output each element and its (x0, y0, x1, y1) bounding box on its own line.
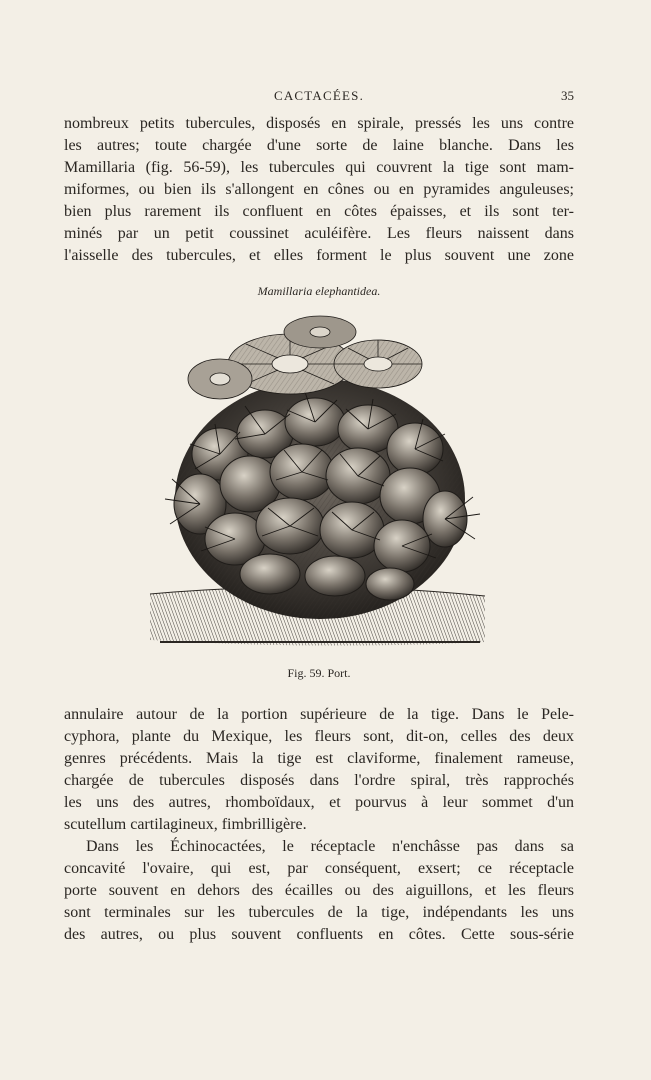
text-line: des autres, ou plus souvent confluents en côtes. Cette sous-série (64, 926, 574, 943)
cactus-illustration (140, 304, 500, 654)
text-line: annulaire autour de la portion supérieure de la tige. Dans le Pele- (64, 706, 574, 723)
text-line: cyphora, plante du Mexique, les fleurs sont, dit-on, celles des deux (64, 728, 574, 745)
running-head (64, 88, 574, 108)
flowers (188, 316, 422, 399)
text-line: chargée de tubercules disposés dans l'ordre spiral, très rapprochés (64, 772, 574, 789)
text-line: scutellum cartilagineux, fimbrilligère. (64, 816, 307, 833)
text-line: bien plus rarement ils confluent en côtes épaisses, et ils sont ter- (64, 203, 574, 220)
running-title: CACTACÉES. (273, 88, 365, 103)
text-line: miformes, ou bien ils s'allongent en cônes ou en pyramides anguleuses; (64, 181, 574, 198)
text-line: sont terminales sur les tubercules de la tige, indépendants les uns (64, 904, 574, 921)
text-line: Dans les Échinocactées, le réceptacle n'enchâsse pas dans sa (86, 838, 574, 855)
text-line: minés par un petit coussinet aculéifère. Les fleurs naissent dans (64, 225, 574, 242)
text-line: porte souvent en dehors des écailles ou des aiguillons, et les fleurs (64, 882, 574, 899)
paragraph-2 (64, 704, 574, 836)
figure-title: Mamillaria elephantidea. (257, 284, 381, 298)
text-line: Mamillaria (fig. 56-59), les tubercules qui couvrent la tige sont mam- (64, 159, 574, 176)
text-line: l'aisselle des tubercules, et elles forment le plus souvent une zone (64, 247, 574, 264)
text-line: les uns des autres, rhomboïdaux, et pourvus à leur sommet d'un (64, 794, 574, 811)
text-line: les autres; toute chargée d'une sorte de laine blanche. Dans les (64, 137, 574, 154)
paragraph-3 (64, 836, 574, 946)
figure-caption: Fig. 59. Port. (287, 666, 351, 680)
text-line: concavité l'ovaire, qui est, par conséquent, exsert; ce réceptacle (64, 860, 574, 877)
page-number: 35 (561, 88, 574, 103)
text-line: genres précédents. Mais la tige est claviforme, finalement rameuse, (64, 750, 574, 767)
text-line: nombreux petits tubercules, disposés en spirale, pressés les uns contre (64, 115, 574, 132)
paragraph-1 (64, 113, 574, 267)
